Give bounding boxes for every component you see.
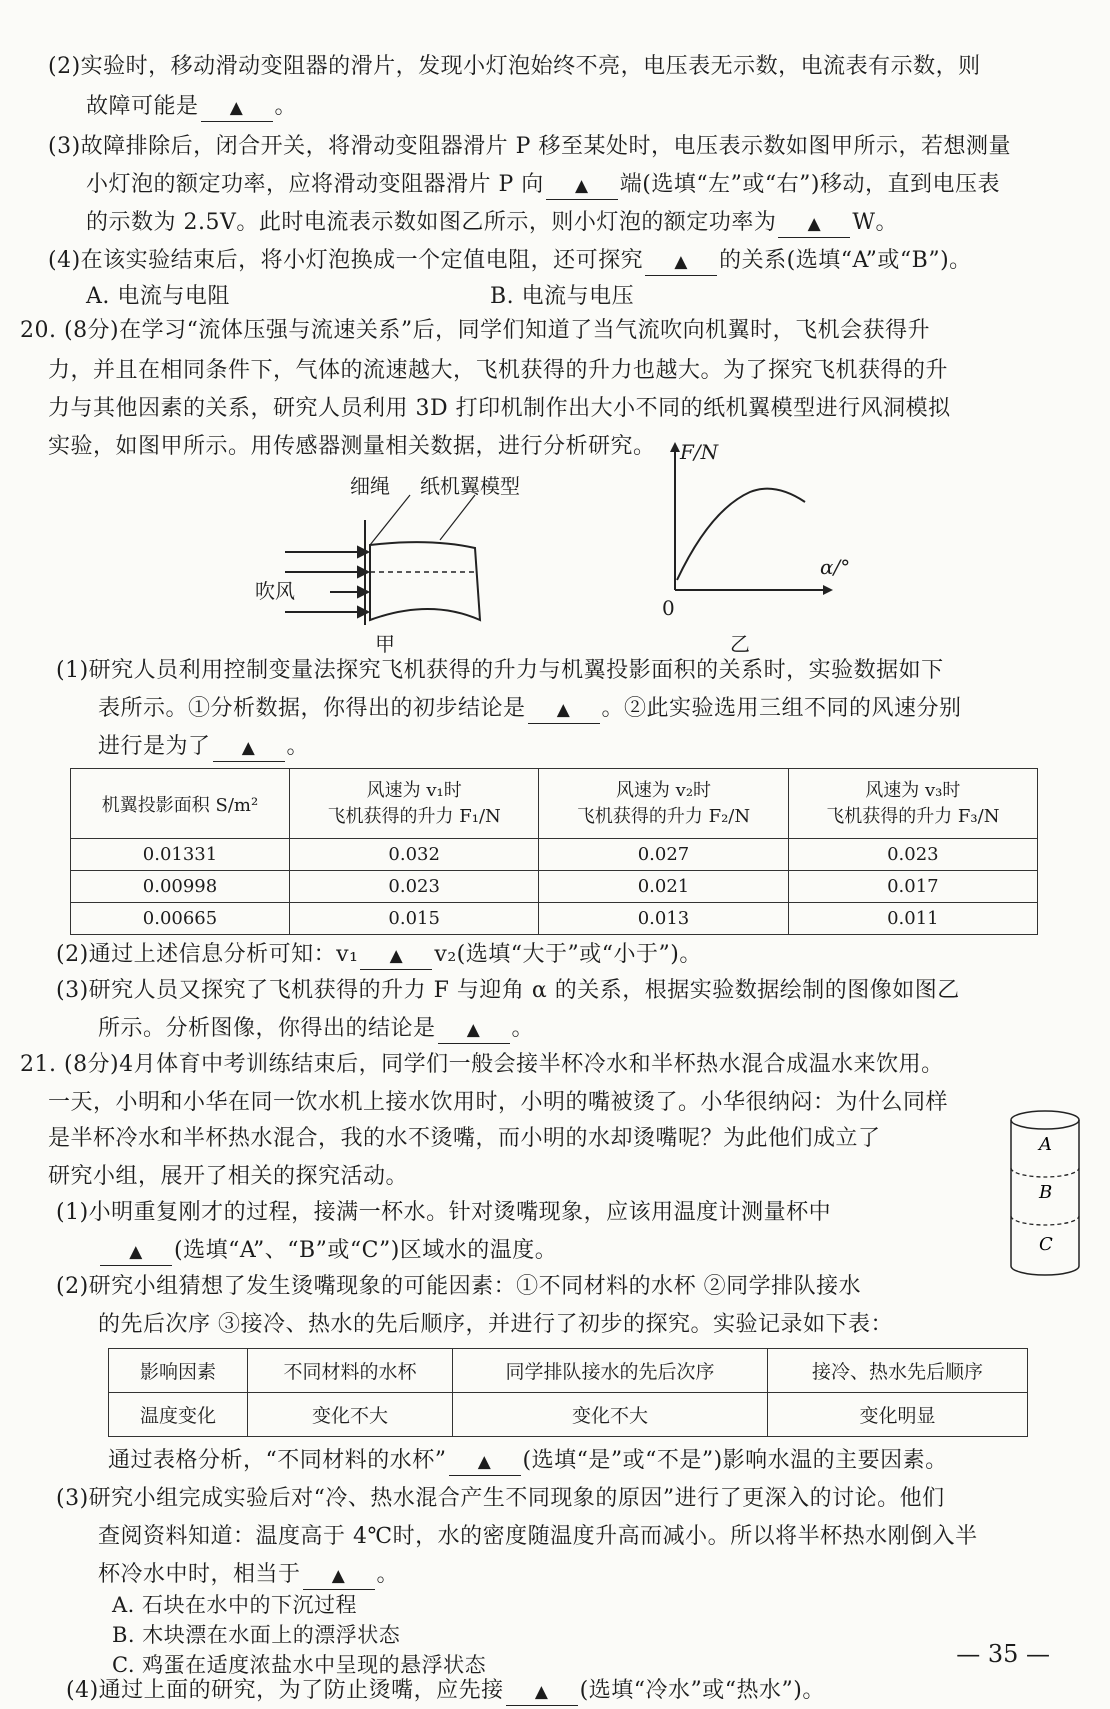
model-leader [440,495,475,540]
table-cell: 0.032 [290,839,539,871]
paper-wing-model [370,542,480,620]
table-row [71,903,1038,935]
page-number: — 35 — [956,1640,1050,1668]
table-cell: 0.011 [788,903,1037,935]
q19-part3-line3: 的示数为 2.5V。此时电流表示数如图乙所示，则小灯泡的额定功率为 ▲ W。 [86,208,898,238]
answer-blank[interactable]: ▲ [506,1678,578,1706]
q21-part2-line3: 通过表格分析，“不同材料的水杯” ▲ (选填“是”或“不是”)影响水温的主要因素。 [108,1446,948,1476]
answer-blank[interactable]: ▲ [778,210,850,238]
q19-part2-line1: (2)实验时，移动滑动变阻器的滑片，发现小灯泡始终不亮，电压表无示数，电流表有示数，则 [48,54,981,79]
table-cell: 不同材料的水杯 [248,1349,453,1393]
table-cell: 0.023 [290,871,539,903]
q21-part3-line2: 查阅资料知道：温度高于 4℃时，水的密度随温度升高而减小。所以将半杯热水刚倒入半 [98,1524,978,1549]
q20-part3-line2: 所示。分析图像，你得出的结论是 ▲ 。 [98,1014,534,1044]
q19-option-b: B. 电流与电压 [490,284,635,309]
table-cell: 温度变化 [109,1393,248,1437]
rope-leader [370,495,410,545]
cup-figure [1005,1108,1085,1280]
q21-part1-line1: (1)小明重复刚才的过程，接满一杯水。针对烫嘴现象，应该用温度计测量杯中 [56,1200,832,1225]
wind-label: 吹风 [255,579,295,603]
q20-part1-line1: (1)研究人员利用控制变量法探究飞机获得的升力与机翼投影面积的关系时，实验数据如下 [56,658,944,683]
model-label: 纸机翼模型 [420,474,520,498]
q21-part1-line2: ▲ (选填“A”、“B”或“C”)区域水的温度。 [98,1236,557,1266]
table-row [71,871,1038,903]
q20-intro-line3: 力与其他因素的关系，研究人员利用 3D 打印机制作出大小不同的纸机翼模型进行风洞模拟 [48,396,951,421]
x-axis-label: α/° [820,555,851,579]
rope-label: 细绳 [350,474,390,498]
answer-blank[interactable]: ▲ [438,1016,510,1044]
table-header: 机翼投影面积 S/m² [71,769,290,839]
table-cell: 0.01331 [71,839,290,871]
q21-intro-line1: 21. (8分)4月体育中考训练结束后，同学们一般会接半杯冷水和半杯热水混合成温水来饮用。 [20,1052,944,1077]
q20-intro-line4: 实验，如图甲所示。用传感器测量相关数据，进行分析研究。 [48,434,656,459]
y-axis-label: F/N [680,440,719,464]
q21-part2-line1: (2)研究小组猜想了发生烫嘴现象的可能因素：①不同材料的水杯 ②同学排队接水 [56,1274,862,1299]
region-b: B [1039,1182,1053,1203]
figure-a-caption: 甲 [375,632,395,656]
table-cell: 0.023 [788,839,1037,871]
table-header-row [71,769,1038,839]
q21-intro-line4: 研究小组，展开了相关的探究活动。 [48,1164,409,1189]
table-row [109,1349,1028,1393]
table-cell: 0.013 [539,903,788,935]
table-cell: 变化不大 [453,1393,768,1437]
answer-blank[interactable]: ▲ [528,696,600,724]
table-cell: 同学排队接水的先后次序 [453,1349,768,1393]
q21-option-b: B. 木块漂在水面上的漂浮状态 [112,1623,401,1647]
region-a: A [1039,1134,1052,1155]
answer-blank[interactable]: ▲ [645,248,717,276]
q21-part3-line1: (3)研究小组完成实验后对“冷、热水混合产生不同现象的原因”进行了更深入的讨论。他们 [56,1486,945,1511]
table-cell: 0.027 [539,839,788,871]
figure-b-caption: 乙 [730,632,750,656]
table-cell: 变化明显 [767,1393,1027,1437]
q19-option-a: A. 电流与电阻 [86,284,230,309]
divider-bc [1011,1216,1079,1225]
q19-part3-line2: 小灯泡的额定功率，应将滑动变阻器滑片 P 向 ▲ 端(选填“左”或“右”)移动，直到电压表 [86,170,1000,200]
lift-curve [677,489,805,580]
lift-area-table [70,768,1038,935]
q21-part3-line3: 杯冷水中时，相当于 ▲ 。 [98,1560,399,1590]
table-cell: 0.015 [290,903,539,935]
region-c: C [1039,1234,1053,1255]
answer-blank[interactable]: ▲ [449,1448,521,1476]
wind-arrows [285,547,368,617]
answer-blank[interactable]: ▲ [213,734,285,762]
q21-option-c: C. 鸡蛋在适度浓盐水中呈现的悬浮状态 [112,1653,487,1677]
cup-rim [1011,1111,1079,1129]
q21-part4: (4)通过上面的研究，为了防止烫嘴，应先接 ▲ (选填“冷水”或“热水”)。 [66,1676,825,1706]
table-cell: 0.00665 [71,903,290,935]
answer-blank[interactable]: ▲ [201,94,273,122]
table-cell: 变化不大 [248,1393,453,1437]
answer-blank[interactable]: ▲ [100,1238,172,1266]
table-cell: 0.021 [539,871,788,903]
q20-intro-line2: 力，并且在相同条件下，气体的流速越大，飞机获得的升力也越大。为了探究飞机获得的升 [48,358,949,383]
table-row [71,839,1038,871]
factor-table [108,1348,1028,1437]
table-row [109,1393,1028,1437]
answer-blank[interactable]: ▲ [303,1562,375,1590]
table-cell: 影响因素 [109,1349,248,1393]
cup-bottom [1011,1266,1079,1275]
q19-part2-line2: 故障可能是 ▲ 。 [86,92,297,122]
origin-label: 0 [662,596,675,620]
table-header: 风速为 v₁时 飞机获得的升力 F₁/N [290,769,539,839]
table-header: 风速为 v₃时 飞机获得的升力 F₃/N [788,769,1037,839]
table-cell: 接冷、热水先后顺序 [767,1349,1027,1393]
q21-option-a: A. 石块在水中的下沉过程 [112,1593,358,1617]
answer-blank[interactable]: ▲ [360,942,432,970]
q19-part4-line1: (4)在该实验结束后，将小灯泡换成一个定值电阻，还可探究 ▲ 的关系(选填“A”或“B”)。 [48,246,972,276]
q20-part1-line3: 进行是为了 ▲ 。 [98,732,309,762]
divider-ab [1011,1168,1079,1177]
q20-intro-line1: 20. (8分)在学习“流体压强与流速关系”后，同学们知道了当气流吹向机翼时，飞机会获得升 [20,318,931,343]
lift-angle-graph [655,440,855,620]
answer-blank[interactable]: ▲ [546,172,618,200]
table-cell: 0.017 [788,871,1037,903]
q20-part1-line2: 表所示。①分析数据，你得出的初步结论是 ▲ 。②此实验选用三组不同的风速分别 [98,694,962,724]
q21-intro-line3: 是半杯冷水和半杯热水混合，我的水不烫嘴，而小明的水却烫嘴呢？为此他们成立了 [48,1126,881,1151]
q20-part3-line1: (3)研究人员又探究了飞机获得的升力 F 与迎角 α 的关系，根据实验数据绘制的图像如图乙 [56,978,960,1003]
q21-intro-line2: 一天，小明和小华在同一饮水机上接水饮用时，小明的嘴被烫了。小华很纳闷：为什么同样 [48,1090,949,1115]
q19-part3-line1: (3)故障排除后，闭合开关，将滑动变阻器滑片 P 移至某处时，电压表示数如图甲所示，若想测量 [48,134,1011,159]
table-header: 风速为 v₂时 飞机获得的升力 F₂/N [539,769,788,839]
q21-part2-line2: 的先后次序 ③接冷、热水的先后顺序，并进行了初步的探究。实验记录如下表： [98,1312,893,1337]
q20-part2: (2)通过上述信息分析可知：v₁ ▲ v₂(选填“大于”或“小于”)。 [56,940,702,970]
table-cell: 0.00998 [71,871,290,903]
